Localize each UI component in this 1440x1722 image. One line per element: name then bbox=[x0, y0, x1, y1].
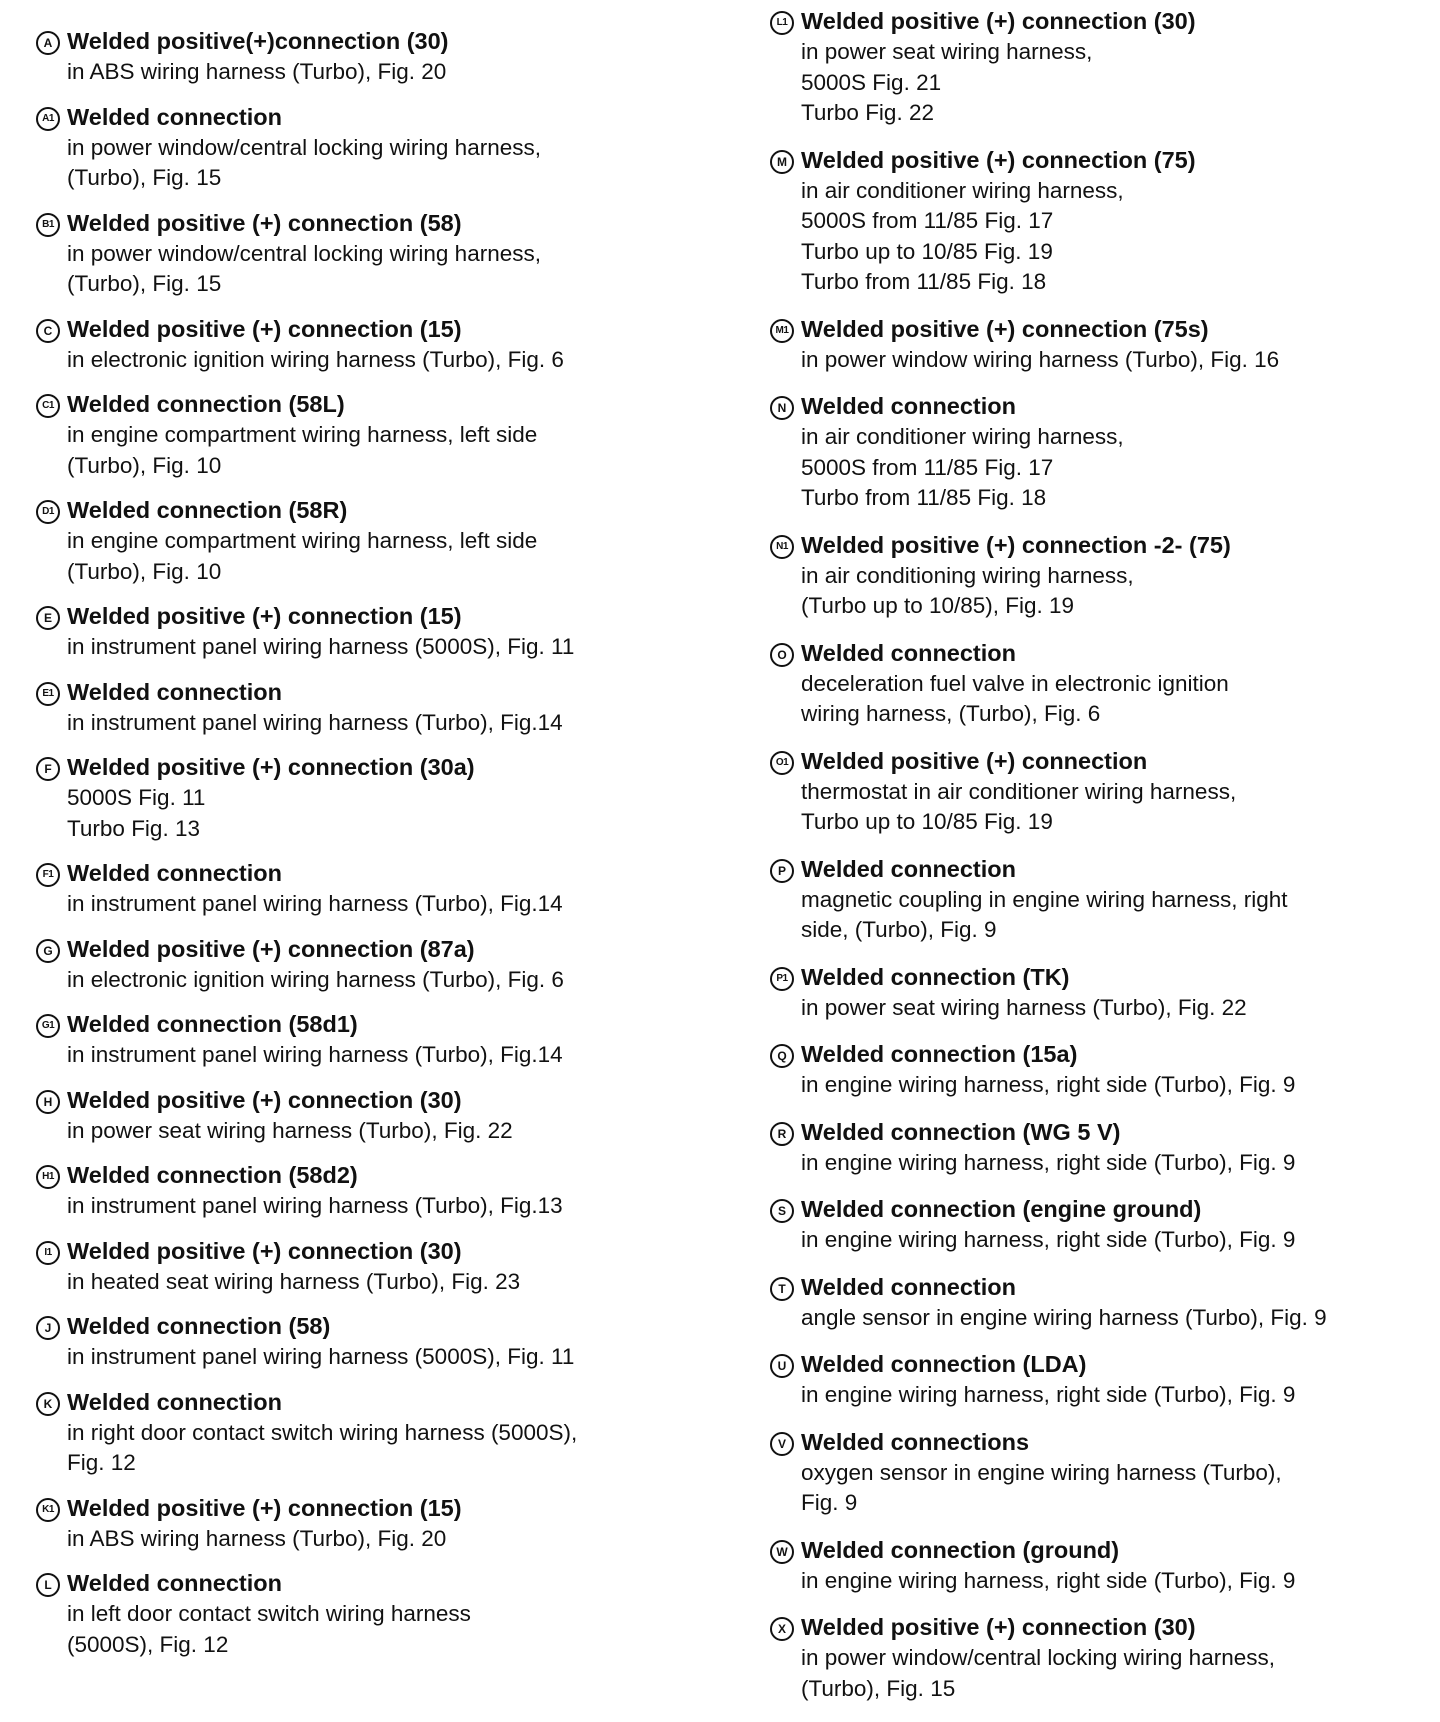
connection-title: Welded connection (58d2) bbox=[67, 1162, 358, 1188]
connection-title: Welded positive (+) connection (58) bbox=[67, 209, 462, 236]
connection-code-badge: E1 bbox=[36, 682, 60, 706]
connection-code-badge: F bbox=[36, 757, 60, 781]
connection-entry bbox=[770, 530, 1430, 622]
connection-detail-line: in instrument panel wiring harness (Turbo), Fig.13 bbox=[67, 1193, 563, 1218]
connection-title: Welded connection bbox=[67, 860, 282, 886]
connection-code-badge: K1 bbox=[36, 1498, 60, 1522]
connection-code-badge: P1 bbox=[770, 967, 794, 991]
connection-code-badge: N1 bbox=[770, 535, 794, 559]
connection-text bbox=[67, 1236, 726, 1298]
connection-entry bbox=[770, 391, 1430, 514]
connection-code-badge: A1 bbox=[36, 107, 60, 131]
connection-entry bbox=[36, 1311, 726, 1373]
connection-entry bbox=[36, 495, 726, 587]
connection-code-badge: H bbox=[36, 1090, 60, 1114]
connection-detail-line: in heated seat wiring harness (Turbo), Fig. 23 bbox=[67, 1268, 521, 1294]
connection-detail-line: in power window/central locking wiring harness, bbox=[801, 1645, 1275, 1670]
connection-entry bbox=[36, 26, 726, 88]
connection-code-badge: M1 bbox=[770, 319, 794, 343]
connection-text bbox=[67, 858, 726, 920]
connection-title: Welded connection (58d1) bbox=[67, 1011, 358, 1037]
right-column bbox=[770, 6, 1430, 1720]
connection-detail-line: in electronic ignition wiring harness (Turbo), Fig. 6 bbox=[67, 346, 564, 372]
connection-detail-line: oxygen sensor in engine wiring harness (Turbo), bbox=[801, 1459, 1282, 1485]
connection-title: Welded connection bbox=[801, 1273, 1016, 1300]
connection-code-badge: W bbox=[770, 1540, 794, 1564]
connection-code-badge: R bbox=[770, 1122, 794, 1146]
connection-text bbox=[801, 6, 1430, 129]
connection-entry bbox=[36, 677, 726, 739]
connection-detail-line: in power window/central locking wiring harness, bbox=[67, 240, 541, 266]
connection-detail-line: thermostat in air conditioner wiring harness, bbox=[801, 778, 1237, 804]
connection-title: Welded connection (58R) bbox=[67, 497, 348, 523]
connection-detail-line: in power seat wiring harness (Turbo), Fig. 22 bbox=[67, 1117, 513, 1143]
connection-title: Welded positive (+) connection (30) bbox=[801, 8, 1196, 34]
connection-detail-line: (Turbo), Fig. 10 bbox=[67, 558, 222, 584]
connection-detail-line: 5000S from 11/85 Fig. 17 bbox=[801, 454, 1054, 480]
connection-code-badge: V bbox=[770, 1432, 794, 1456]
connection-text bbox=[67, 1085, 726, 1147]
connection-code-badge: G1 bbox=[36, 1014, 60, 1038]
connection-title: Welded connection (15a) bbox=[801, 1041, 1078, 1067]
connection-entry bbox=[770, 1039, 1430, 1101]
connection-entry bbox=[770, 1349, 1430, 1411]
connection-code-badge: L1 bbox=[770, 11, 794, 35]
connection-title: Welded connection bbox=[67, 1570, 282, 1596]
connection-detail-line: in engine wiring harness, right side (Turbo), Fig. 9 bbox=[801, 1567, 1296, 1593]
connection-text bbox=[801, 530, 1430, 622]
connection-title: Welded connection bbox=[67, 1388, 282, 1415]
connection-text bbox=[67, 389, 726, 481]
connection-detail-line: Turbo from 11/85 Fig. 18 bbox=[801, 485, 1047, 510]
connection-entry bbox=[770, 6, 1430, 129]
connection-code-badge: S bbox=[770, 1199, 794, 1223]
connection-code-badge: K bbox=[36, 1392, 60, 1416]
connection-detail-line: in power window/central locking wiring harness, bbox=[67, 134, 541, 160]
connection-title: Welded connection bbox=[801, 639, 1016, 666]
connection-detail-line: in instrument panel wiring harness (5000S), Fig. 11 bbox=[67, 634, 575, 659]
connection-text bbox=[801, 1272, 1430, 1334]
connection-entry bbox=[36, 208, 726, 300]
connection-text bbox=[67, 934, 726, 996]
connection-text bbox=[67, 1311, 726, 1373]
connection-entry bbox=[770, 1117, 1430, 1179]
connection-code-badge: N bbox=[770, 396, 794, 420]
connection-detail-line: in power seat wiring harness, bbox=[801, 39, 1093, 64]
connection-code-badge: M bbox=[770, 150, 794, 174]
connection-detail-line: in ABS wiring harness (Turbo), Fig. 20 bbox=[67, 1525, 447, 1551]
connection-code-badge: B1 bbox=[36, 213, 60, 237]
connection-detail-line: in air conditioning wiring harness, bbox=[801, 562, 1134, 588]
connection-title: Welded connection (58L) bbox=[67, 391, 345, 417]
connection-entry bbox=[36, 314, 726, 376]
connection-detail-line: in ABS wiring harness (Turbo), Fig. 20 bbox=[67, 59, 447, 84]
connection-title: Welded positive (+) connection (75s) bbox=[801, 315, 1209, 342]
connection-text bbox=[67, 1568, 726, 1660]
connection-entry bbox=[36, 1387, 726, 1479]
connection-detail-line: (Turbo), Fig. 10 bbox=[67, 452, 222, 478]
connection-code-badge: L bbox=[36, 1573, 60, 1597]
connection-text bbox=[67, 601, 726, 663]
connection-entry bbox=[36, 601, 726, 663]
connection-detail-line: in electronic ignition wiring harness (Turbo), Fig. 6 bbox=[67, 966, 564, 992]
connection-title: Welded connection (58) bbox=[67, 1313, 331, 1339]
connection-detail-line: Turbo up to 10/85 Fig. 19 bbox=[801, 809, 1053, 834]
connection-detail-line: (Turbo up to 10/85), Fig. 19 bbox=[801, 593, 1075, 618]
connection-detail-line: in instrument panel wiring harness (Turbo), Fig.14 bbox=[67, 709, 563, 735]
connection-detail-line: (Turbo), Fig. 15 bbox=[67, 165, 222, 190]
connection-detail-line: Turbo from 11/85 Fig. 18 bbox=[801, 269, 1047, 294]
connection-title: Welded positive (+) connection (15) bbox=[67, 603, 462, 629]
connection-text bbox=[801, 145, 1430, 298]
connection-detail-line: in instrument panel wiring harness (5000S), Fig. 11 bbox=[67, 1344, 575, 1369]
connection-detail-line: in instrument panel wiring harness (Turbo), Fig.14 bbox=[67, 1042, 563, 1067]
connection-detail-line: in engine compartment wiring harness, left side bbox=[67, 422, 538, 447]
connection-title: Welded connection (ground) bbox=[801, 1536, 1120, 1563]
left-column bbox=[36, 26, 726, 1674]
connection-detail-line: in engine wiring harness, right side (Turbo), Fig. 9 bbox=[801, 1382, 1296, 1407]
connection-entry bbox=[36, 389, 726, 481]
connection-entry bbox=[36, 102, 726, 194]
connection-entry bbox=[36, 1160, 726, 1222]
connection-detail-line: in power window wiring harness (Turbo), Fig. 16 bbox=[801, 346, 1280, 372]
connection-entry bbox=[770, 1427, 1430, 1519]
connection-title: Welded positive (+) connection (30) bbox=[801, 1614, 1196, 1640]
connection-detail-line: in engine wiring harness, right side (Turbo), Fig. 9 bbox=[801, 1227, 1296, 1252]
connection-text bbox=[67, 677, 726, 739]
connection-text bbox=[67, 1387, 726, 1479]
connection-detail-line: in engine wiring harness, right side (Turbo), Fig. 9 bbox=[801, 1149, 1296, 1175]
connection-text bbox=[801, 962, 1430, 1024]
connection-detail-line: wiring harness, (Turbo), Fig. 6 bbox=[801, 701, 1101, 726]
connection-title: Welded positive (+) connection (75) bbox=[801, 146, 1196, 173]
connection-entry bbox=[770, 638, 1430, 730]
connection-title: Welded connection (LDA) bbox=[801, 1351, 1087, 1377]
connection-text bbox=[801, 1535, 1430, 1597]
connection-detail-line: in engine wiring harness, right side (Turbo), Fig. 9 bbox=[801, 1072, 1296, 1097]
connection-entry bbox=[36, 752, 726, 844]
connection-title: Welded connection bbox=[67, 103, 282, 130]
connection-entry bbox=[770, 962, 1430, 1024]
connection-entry bbox=[36, 1009, 726, 1071]
connection-text bbox=[67, 1009, 726, 1071]
connection-entry bbox=[770, 1272, 1430, 1334]
connection-text bbox=[67, 102, 726, 194]
connection-detail-line: in air conditioner wiring harness, bbox=[801, 177, 1124, 203]
connection-detail-line: Turbo Fig. 13 bbox=[67, 815, 200, 841]
connection-text bbox=[67, 752, 726, 844]
connection-title: Welded positive (+) connection (30) bbox=[67, 1086, 462, 1113]
connection-entry bbox=[36, 1568, 726, 1660]
connection-title: Welded positive (+) connection (15) bbox=[67, 1494, 462, 1521]
connection-detail-line: (5000S), Fig. 12 bbox=[67, 1631, 229, 1657]
connection-detail-line: in air conditioner wiring harness, bbox=[801, 424, 1124, 449]
connection-detail-line: side, (Turbo), Fig. 9 bbox=[801, 917, 997, 942]
connection-code-badge: I1 bbox=[36, 1241, 60, 1265]
connection-title: Welded positive (+) connection (30) bbox=[67, 1237, 462, 1264]
connection-entry bbox=[770, 314, 1430, 376]
connection-detail-line: Turbo Fig. 22 bbox=[801, 100, 934, 125]
connection-code-badge: T bbox=[770, 1277, 794, 1301]
connection-text bbox=[801, 1427, 1430, 1519]
connection-code-badge: F1 bbox=[36, 863, 60, 887]
connection-text bbox=[801, 1039, 1430, 1101]
connection-detail-line: in left door contact switch wiring harness bbox=[67, 1601, 471, 1626]
connection-detail-line: (Turbo), Fig. 15 bbox=[67, 271, 222, 296]
connection-title: Welded positive (+) connection -2- (75) bbox=[801, 531, 1231, 558]
connection-code-badge: Q bbox=[770, 1044, 794, 1068]
connection-title: Welded connection bbox=[801, 393, 1016, 419]
connection-detail-line: in engine compartment wiring harness, left side bbox=[67, 528, 538, 553]
connection-code-badge: G bbox=[36, 939, 60, 963]
connection-entry bbox=[770, 1612, 1430, 1704]
connection-text bbox=[67, 1493, 726, 1555]
connection-entry bbox=[770, 1535, 1430, 1597]
connection-entry bbox=[770, 746, 1430, 838]
connection-entry bbox=[36, 934, 726, 996]
connection-title: Welded positive(+)connection (30) bbox=[67, 28, 449, 54]
connection-code-badge: J bbox=[36, 1316, 60, 1340]
connection-code-badge: A bbox=[36, 31, 60, 55]
connection-text bbox=[801, 1349, 1430, 1411]
connection-detail-line: Turbo up to 10/85 Fig. 19 bbox=[801, 238, 1053, 264]
connection-code-badge: D1 bbox=[36, 500, 60, 524]
connection-entry bbox=[36, 1493, 726, 1555]
connection-title: Welded connection (engine ground) bbox=[801, 1196, 1202, 1222]
connection-text bbox=[801, 1117, 1430, 1179]
connection-title: Welded positive (+) connection (15) bbox=[67, 315, 462, 342]
connection-text bbox=[801, 1612, 1430, 1704]
connection-entry bbox=[770, 145, 1430, 298]
connection-text bbox=[801, 638, 1430, 730]
connection-text bbox=[67, 208, 726, 300]
connection-title: Welded connections bbox=[801, 1428, 1030, 1455]
connection-code-badge: X bbox=[770, 1617, 794, 1641]
connection-code-badge: E bbox=[36, 606, 60, 630]
connection-entry bbox=[770, 854, 1430, 946]
connection-text bbox=[801, 1194, 1430, 1256]
connection-detail-line: (Turbo), Fig. 15 bbox=[801, 1675, 956, 1701]
connection-detail-line: 5000S from 11/85 Fig. 17 bbox=[801, 208, 1054, 233]
connection-detail-line: 5000S Fig. 21 bbox=[801, 69, 942, 95]
connection-text bbox=[67, 495, 726, 587]
connection-title: Welded connection (TK) bbox=[801, 963, 1070, 990]
connection-entry bbox=[36, 1236, 726, 1298]
connection-title: Welded positive (+) connection bbox=[801, 747, 1148, 774]
connection-text bbox=[67, 26, 726, 88]
connection-text bbox=[801, 746, 1430, 838]
connection-entry bbox=[36, 858, 726, 920]
connection-code-badge: C bbox=[36, 319, 60, 343]
connection-detail-line: Fig. 9 bbox=[801, 1490, 858, 1515]
connection-text bbox=[801, 314, 1430, 376]
connection-detail-line: angle sensor in engine wiring harness (Turbo), Fig. 9 bbox=[801, 1304, 1327, 1330]
connection-text bbox=[801, 854, 1430, 946]
connection-detail-line: deceleration fuel valve in electronic ignition bbox=[801, 670, 1229, 696]
connection-title: Welded connection (WG 5 V) bbox=[801, 1118, 1121, 1145]
connection-code-badge: U bbox=[770, 1354, 794, 1378]
connection-entry bbox=[36, 1085, 726, 1147]
connection-detail-line: 5000S Fig. 11 bbox=[67, 785, 206, 810]
connection-code-badge: O bbox=[770, 643, 794, 667]
connection-entry bbox=[770, 1194, 1430, 1256]
connection-title: Welded positive (+) connection (30a) bbox=[67, 754, 475, 780]
connection-title: Welded positive (+) connection (87a) bbox=[67, 935, 475, 962]
connection-detail-line: Fig. 12 bbox=[67, 1450, 136, 1475]
connection-title: Welded connection bbox=[801, 855, 1016, 882]
connection-detail-line: in right door contact switch wiring harness (5000S), bbox=[67, 1419, 578, 1445]
connection-detail-line: in power seat wiring harness (Turbo), Fig. 22 bbox=[801, 994, 1247, 1020]
connection-code-badge: P bbox=[770, 859, 794, 883]
connection-code-badge: C1 bbox=[36, 394, 60, 418]
connection-code-badge: H1 bbox=[36, 1165, 60, 1189]
connection-detail-line: magnetic coupling in engine wiring harness, right bbox=[801, 886, 1288, 912]
connection-detail-line: in instrument panel wiring harness (Turbo), Fig.14 bbox=[67, 891, 563, 916]
connection-text bbox=[67, 1160, 726, 1222]
connection-text bbox=[801, 391, 1430, 514]
connection-title: Welded connection bbox=[67, 678, 282, 705]
connection-text bbox=[67, 314, 726, 376]
connection-code-badge: O1 bbox=[770, 751, 794, 775]
